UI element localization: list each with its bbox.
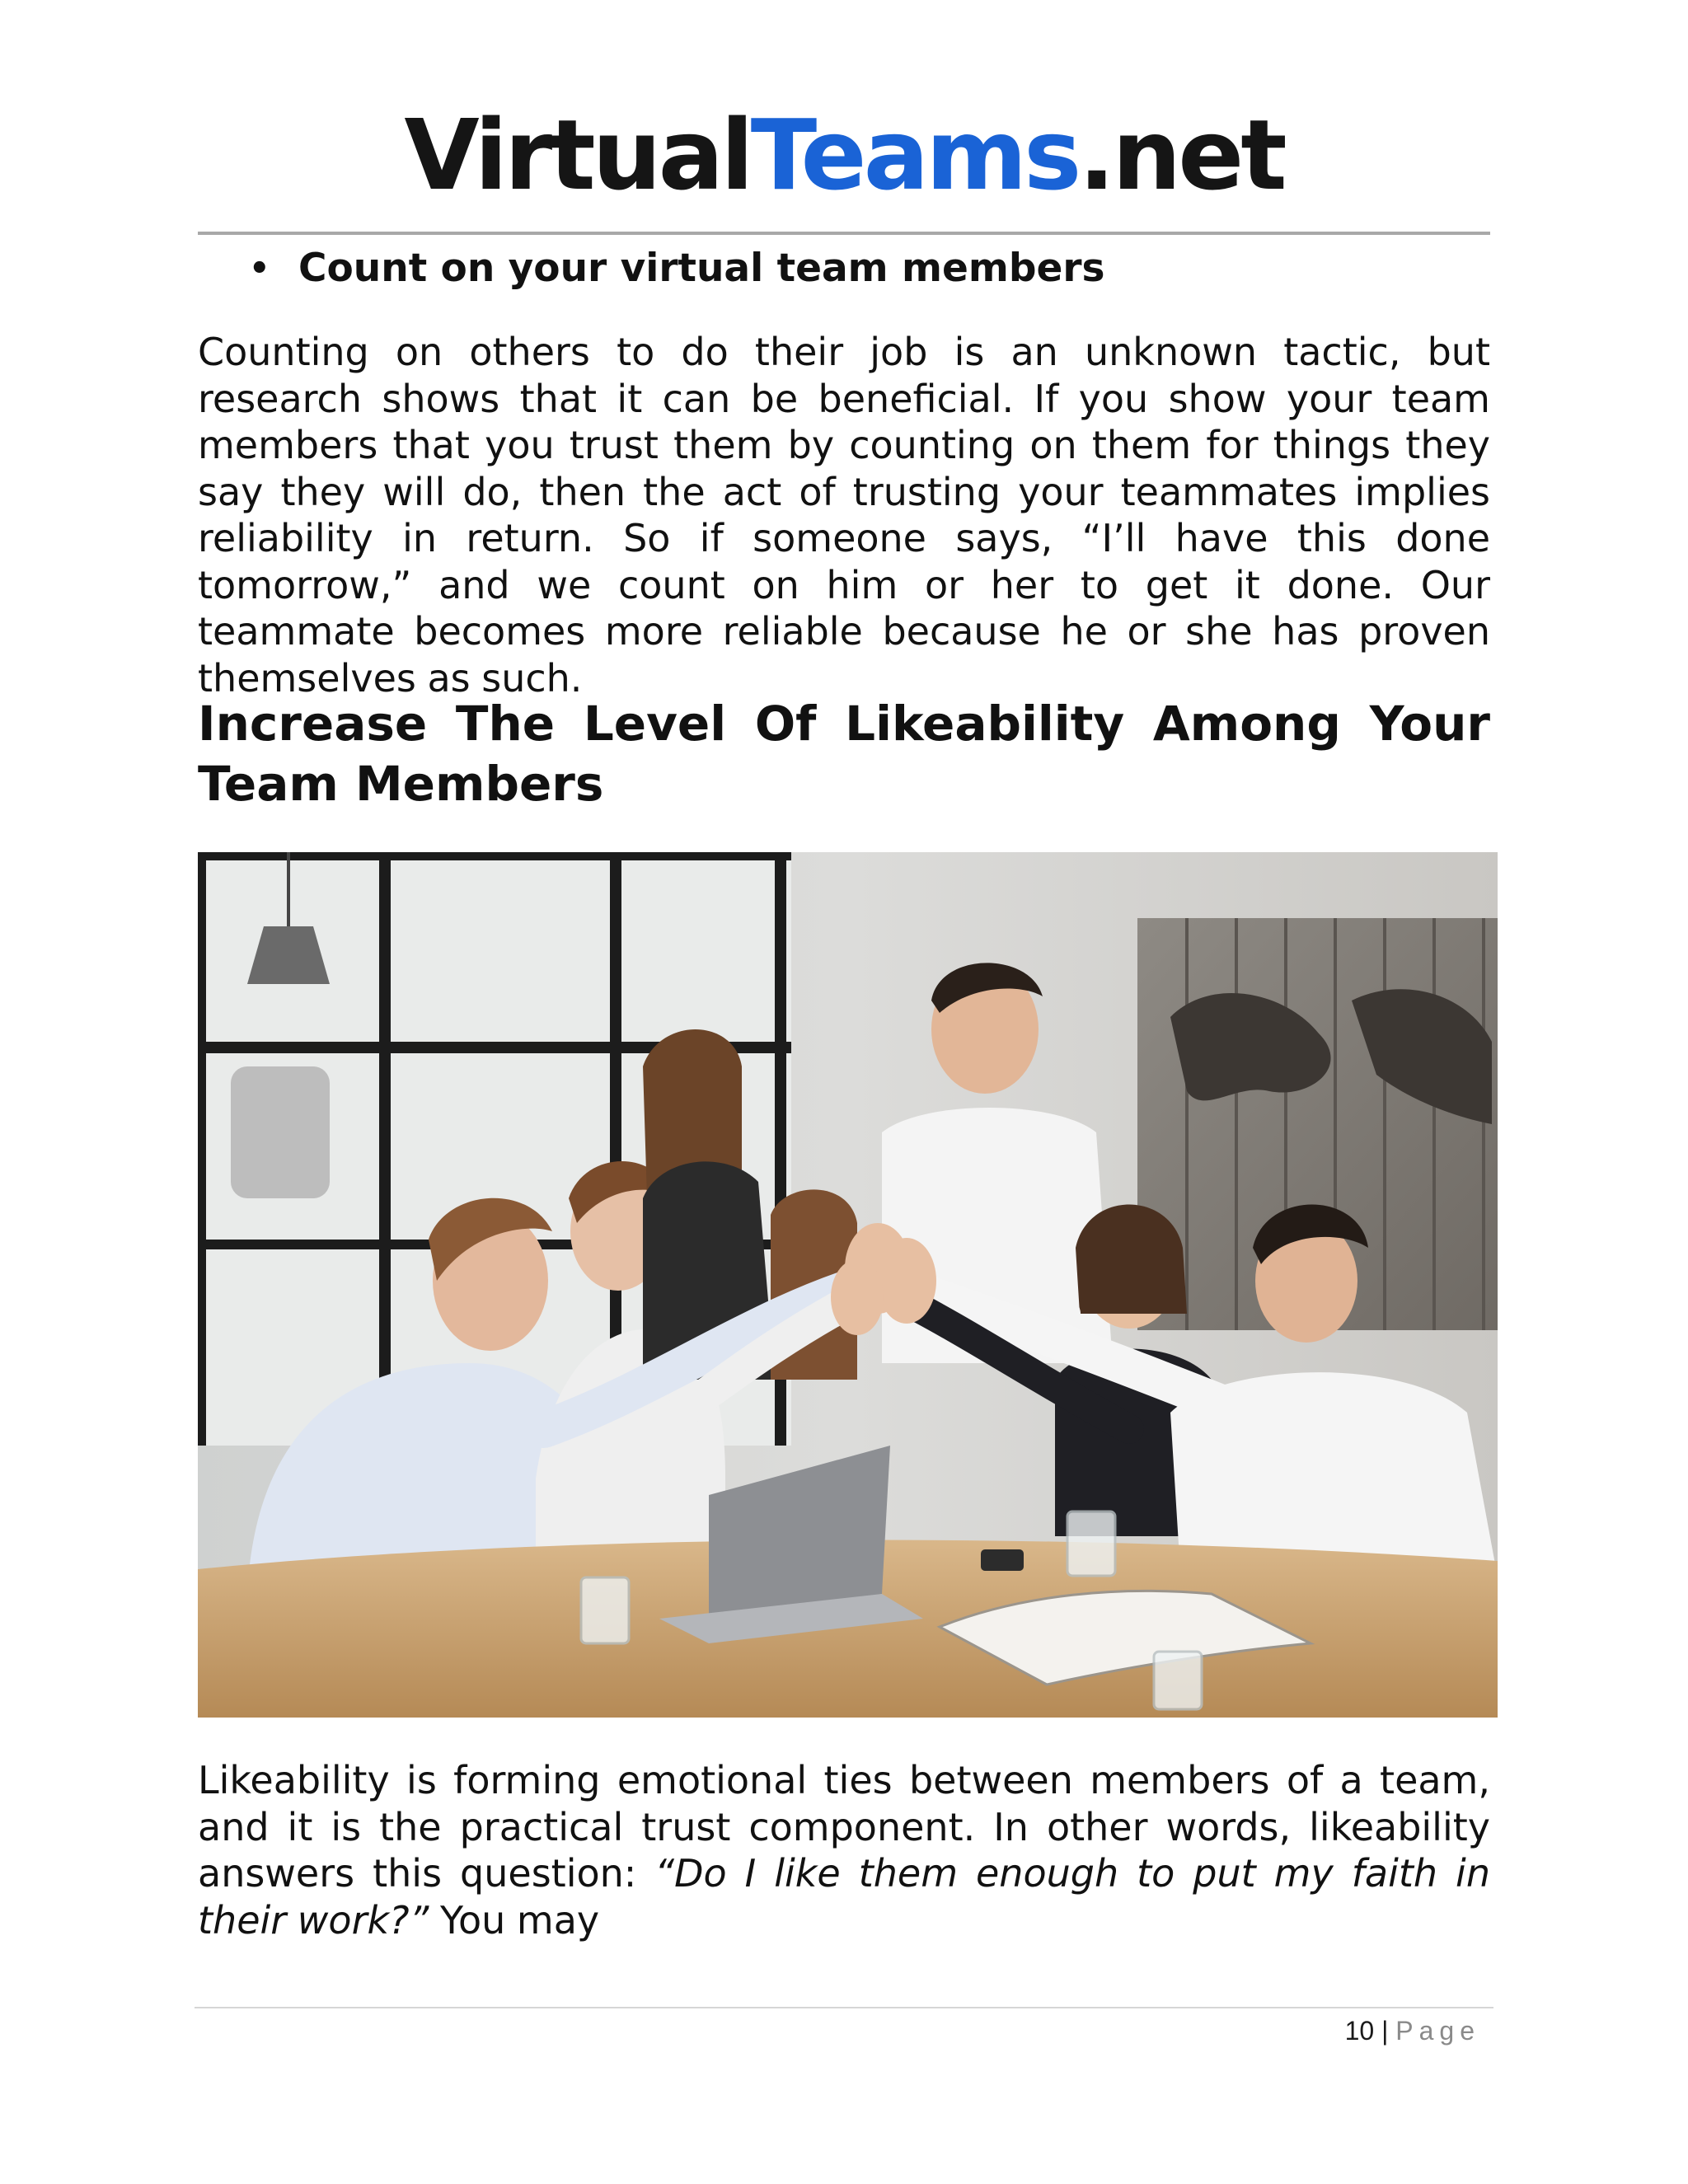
paragraph-counting: Counting on others to do their job is an unknown tactic, but research shows that it can be beneficial. If you show your team members that you trust them by counting on them for things they say they will do, then the act of trusting your teammates implies reliability in return. So if someone says, “I’ll have this done tomorrow,” and we count on him or her to get it done. Our teammate becomes more reliable because he or she has proven themselves as such. <box>198 330 1490 701</box>
section-heading: Increase The Level Of Likeability Among Your Team Members <box>198 696 1490 812</box>
logo-virtual: Virtual <box>404 98 751 212</box>
footer-divider <box>195 2007 1493 2008</box>
likeability-question-quote: “Do I like them enough to put my faith in their work?” <box>198 1851 1490 1943</box>
paragraph-likeability-text: Likeability is forming emotional ties between members of a team, and it is the practical trust component. In other words, likeability answers this question: <box>198 1758 1490 1896</box>
page-footer <box>1345 2011 1480 2050</box>
page-number: 10 <box>1344 2016 1375 2046</box>
paragraph-likeability-tail: You may <box>429 1897 600 1943</box>
logo-dotnet: .net <box>1078 98 1284 212</box>
logo-teams: Teams <box>750 98 1079 212</box>
bullet-text: Count on your virtual team members <box>298 246 1105 291</box>
page-label: Page <box>1395 2016 1480 2046</box>
page-separator: | <box>1374 2016 1396 2046</box>
paragraph-likeability <box>198 1757 1490 1943</box>
header-divider <box>198 232 1490 235</box>
bullet-item <box>198 243 1490 294</box>
bullet-dot-icon: • <box>249 250 270 288</box>
virtualteams-logo[interactable] <box>0 97 1688 213</box>
team-high-five-photo <box>198 852 1498 1718</box>
